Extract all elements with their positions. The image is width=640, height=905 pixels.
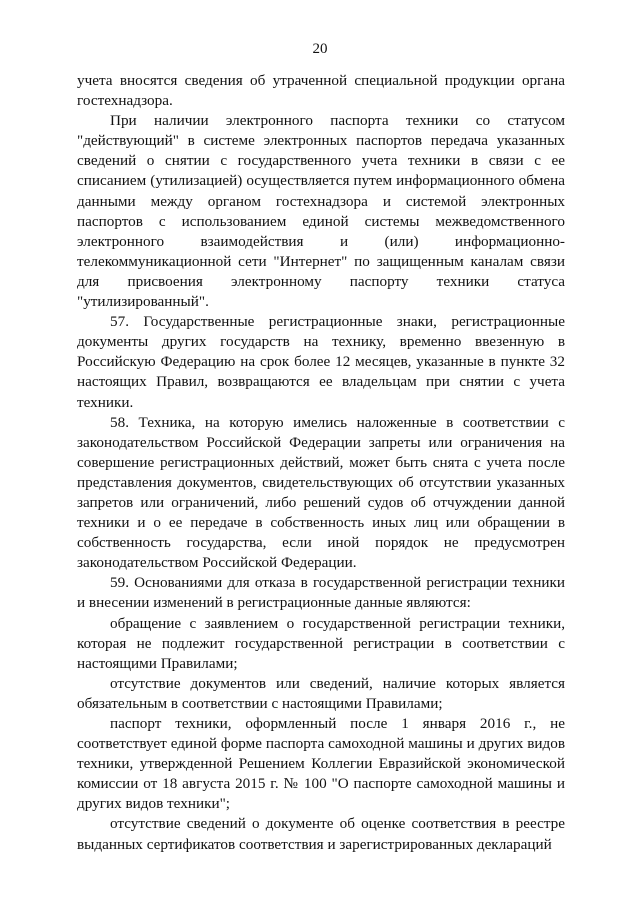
- paragraph-refusal-ground-1: обращение с заявлением о государственной регистрации техники, которая не подлежит государственной регистрации в соответствии с настоящими Правилами;: [77, 614, 565, 672]
- paragraph-clause-58: 58. Техника, на которую имелись наложенные в соответствии с законодательством Российской Федерации запреты или ограничения на совершение регистрационных действий, может быть снята с учета после представления документов, свидетельствующих об отсутствии указанных запретов или ограничений, либо решений судов об отчуждении данной техники и о ее передаче в собственность иных лиц или обращении в собственность государства, если иной порядок не предусмотрен законодательством Российской Федерации.: [77, 413, 565, 572]
- paragraph-clause-59: 59. Основаниями для отказа в государственной регистрации техники и внесении изменений в регистрационные данные являются:: [77, 574, 565, 612]
- paragraph-electronic-passport: При наличии электронного паспорта техники со статусом "действующий" в системе электронных паспортов передача указанных сведений о снятии с государственного учета техники в связи с ее списанием (утилизацией) осуществляется путем информационного обмена данными между органом гостехнадзора и системой электронных паспортов с использованием единой системы межведомственного электронного взаимодействия и (или) информационно-телекоммуникационной сети "Интернет" по защищенным каналам связи для присвоения электронному паспорту техники статуса "утилизированный".: [77, 112, 565, 311]
- paragraph-refusal-ground-3: паспорт техники, оформленный после 1 января 2016 г., не соответствует единой форме паспорта самоходной машины и других видов техники, утвержденной Решением Коллегии Евразийской экономической комиссии от 18 августа 2015 г. № 100 "О паспорте самоходной машины и других видов техники";: [77, 715, 565, 813]
- paragraph-refusal-ground-4: отсутствие сведений о документе об оценке соответствия в реестре выданных сертификатов соответствия и зарегистрированных деклараций: [77, 815, 565, 853]
- document-body: [77, 71, 565, 855]
- paragraph-refusal-ground-2: отсутствие документов или сведений, наличие которых является обязательным в соответствии с настоящими Правилами;: [77, 674, 565, 712]
- page-number: 20: [312, 41, 328, 57]
- paragraph-clause-57: 57. Государственные регистрационные знаки, регистрационные документы других государств на технику, временно ввезенную в Российскую Федерацию на срок более 12 месяцев, указанные в пункте 32 настоящих Правил, возвращаются ее владельцам при снятии с учета техники.: [77, 313, 565, 411]
- paragraph-continuation: учета вносятся сведения об утраченной специальной продукции органа гостехнадзора.: [77, 72, 565, 110]
